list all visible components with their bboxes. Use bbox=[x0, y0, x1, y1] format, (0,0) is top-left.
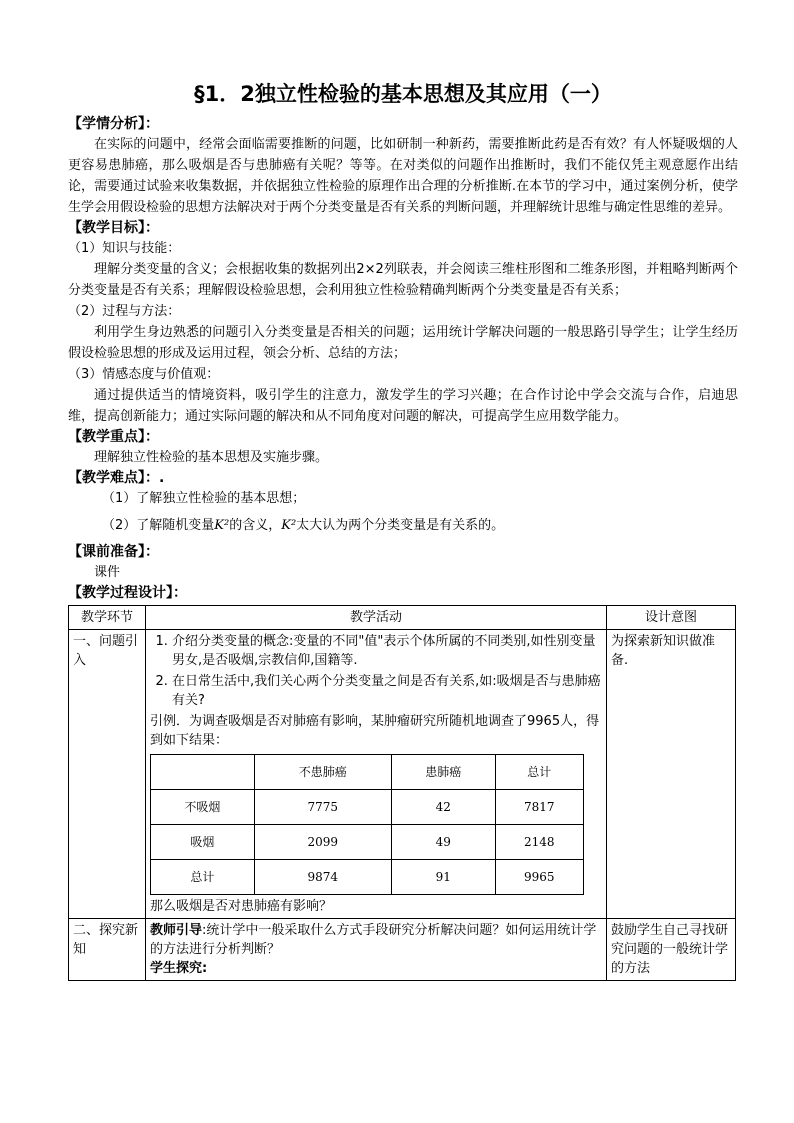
section-body-zhongdian: 理解独立性检验的基本思想及实施步骤。 bbox=[94, 450, 329, 465]
difficulty-item-2-post: 太大认为两个分类变量是有关系的。 bbox=[296, 518, 505, 533]
activity-cell-1 bbox=[146, 630, 607, 919]
question-text: 那么吸烟是否对患肺癌有影响？ bbox=[150, 899, 333, 914]
difficulty-item-2 bbox=[68, 515, 738, 536]
intent-cell-2: 鼓励学生自己寻找研究问题的一般统计学的方法 bbox=[607, 919, 736, 981]
list-item: 1. 介绍分类变量的概念:变量的不同"值"表示个体所属的不同类别,如性别变量男女,是否吸烟,宗教信仰,国籍等. bbox=[172, 632, 602, 670]
data-cell: 42 bbox=[391, 790, 495, 825]
section-heading-zhunbei: 【课前准备】： bbox=[68, 544, 159, 560]
process-table-header bbox=[69, 606, 736, 630]
teacher-guide bbox=[150, 921, 602, 959]
data-row-label: 不吸烟 bbox=[151, 790, 255, 825]
data-cell: 2148 bbox=[495, 825, 583, 860]
section-heading-xueqing: 【学情分析】： bbox=[68, 116, 159, 132]
data-col-no-cancer: 不患肺癌 bbox=[254, 755, 391, 790]
stage-cell-1: 一、问题引入 bbox=[69, 630, 146, 919]
data-row-smoker bbox=[151, 825, 584, 860]
data-cell: 2099 bbox=[254, 825, 391, 860]
goal-text-1: 理解分类变量的含义；会根据收集的数据列出2×2列联表，并会阅读三维柱形图和二维条形图，并粗略判断两个分类变量是否有关系；理解假设检验思想，会利用独立性检验精确判断两个分类变量是否有关系； bbox=[68, 262, 738, 298]
data-cell: 9874 bbox=[254, 860, 391, 895]
header-stage: 教学环节 bbox=[69, 606, 146, 630]
goal-label-1: （1）知识与技能： bbox=[68, 241, 181, 256]
process-table bbox=[68, 605, 736, 981]
data-table bbox=[150, 754, 584, 895]
data-cell: 91 bbox=[391, 860, 495, 895]
k-squared-symbol-2: K² bbox=[281, 518, 297, 533]
section-heading-mubiao: 【教学目标】： bbox=[68, 220, 159, 236]
section-heading-zhongdian: 【教学重点】： bbox=[68, 429, 159, 445]
data-cell: 49 bbox=[391, 825, 495, 860]
data-row-label: 吸烟 bbox=[151, 825, 255, 860]
activity-list bbox=[150, 632, 602, 710]
page-title: §1．2独立性检验的基本思想及其应用（一） bbox=[194, 82, 612, 106]
data-cell: 9965 bbox=[495, 860, 583, 895]
table-row bbox=[69, 919, 736, 981]
activity-cell-2 bbox=[146, 919, 607, 981]
section-heading-nandian: 【教学难点】：. bbox=[68, 470, 165, 486]
example-text: 引例．为调查吸烟是否对肺癌有影响，某肿瘤研究所随机地调查了9965人，得到如下结果： bbox=[150, 714, 600, 748]
data-row-total bbox=[151, 860, 584, 895]
section-heading-guocheng: 【教学过程设计】： bbox=[68, 585, 187, 601]
data-table-header bbox=[151, 755, 584, 790]
goal-label-2: （2）过程与方法： bbox=[68, 304, 181, 319]
document-page bbox=[68, 80, 738, 981]
stage-cell-2: 二、探究新知 bbox=[69, 919, 146, 981]
header-activity: 教学活动 bbox=[146, 606, 607, 630]
table-row bbox=[69, 630, 736, 919]
teacher-guide-label: 教师引导 bbox=[150, 923, 203, 938]
intent-cell-1: 为探索新知识做准备. bbox=[607, 630, 736, 919]
difficulty-item-1: （1）了解独立性检验的基本思想； bbox=[102, 491, 306, 506]
data-col-total: 总计 bbox=[495, 755, 583, 790]
data-cell: 7817 bbox=[495, 790, 583, 825]
teacher-guide-text: :统计学中一般采取什么方式手段研究分析解决问题？如何运用统计学的方法进行分析判断？ bbox=[150, 923, 597, 957]
data-cell: 7775 bbox=[254, 790, 391, 825]
data-row-label: 总计 bbox=[151, 860, 255, 895]
data-row-nonsmoker bbox=[151, 790, 584, 825]
data-col-cancer: 患肺癌 bbox=[391, 755, 495, 790]
header-intent: 设计意图 bbox=[607, 606, 736, 630]
goal-label-3: （3）情感态度与价值观： bbox=[68, 367, 220, 382]
student-explore-label: 学生探究: bbox=[150, 961, 208, 976]
data-table-corner bbox=[151, 755, 255, 790]
goal-text-2: 利用学生身边熟悉的问题引入分类变量是否相关的问题；运用统计学解决问题的一般思路引导学生；让学生经历假设检验思想的形成及运用过程，领会分析、总结的方法； bbox=[68, 325, 738, 361]
k-squared-symbol: K² bbox=[214, 518, 230, 533]
difficulty-item-2-pre: （2）了解随机变量 bbox=[102, 518, 215, 533]
goal-text-3: 通过提供适当的情境资料，吸引学生的注意力，激发学生的学习兴趣；在合作讨论中学会交流与合作，启迪思维，提高创新能力；通过实际问题的解决和从不同角度对问题的解决，可提高学生应用数学能力。 bbox=[68, 388, 738, 424]
difficulty-item-2-mid: 的含义， bbox=[229, 518, 282, 533]
section-body-zhunbei: 课件 bbox=[94, 565, 121, 580]
list-item: 2. 在日常生活中,我们关心两个分类变量之间是否有关系,如:吸烟是否与患肺癌有关? bbox=[172, 672, 602, 710]
section-body-xueqing: 在实际的问题中，经常会面临需要推断的问题，比如研制一种新药，需要推断此药是否有效？有人怀疑吸烟的人更容易患肺癌，那么吸烟是否与患肺癌有关呢？等等。在对类似的问题作出推断时，我们不能仅凭主观意愿作出结论，需要通过试验来收集数据，并依据独立性检验的原理作出合理的分析推断.在本节的学习中，通过案例分析，使学生学会用假设检验的思想方法解决对于两个分类变量是否有关系的判断问题，并理解统计思维与确定性思维的差异。 bbox=[68, 137, 738, 215]
